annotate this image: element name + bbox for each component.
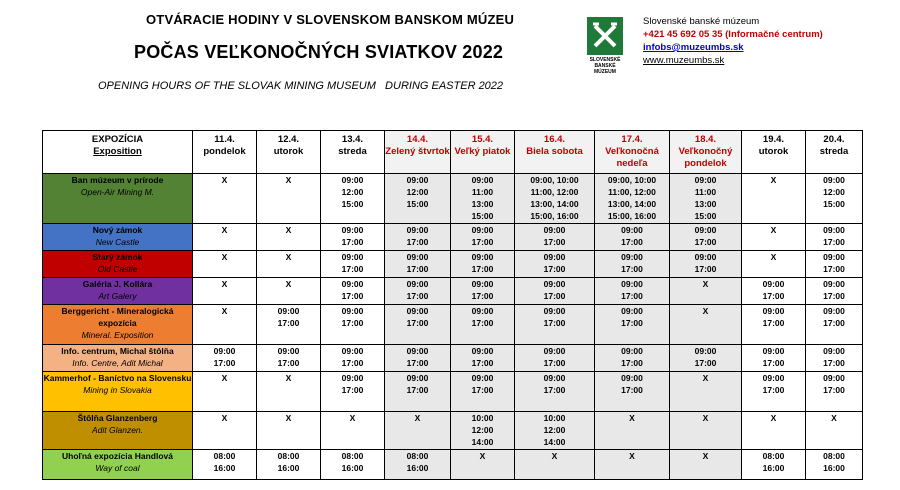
closed-mark: X xyxy=(285,373,292,383)
closed-mark: X xyxy=(702,279,709,289)
hours-cell xyxy=(321,278,385,305)
hours-value: 09:00, 10:00 11:00, 12:00 13:00, 14:00 15:00, 16:00 xyxy=(530,175,579,221)
closed-mark: X xyxy=(629,413,635,423)
hours-cell xyxy=(257,412,321,450)
hours-cell xyxy=(451,450,515,480)
hours-cell xyxy=(806,305,863,345)
hours-cell xyxy=(806,174,863,224)
hours-cell xyxy=(806,224,863,251)
closed-mark: X xyxy=(702,451,709,461)
exposition-name-sk: Nový zámok xyxy=(92,225,143,235)
hours-value: 09:00 17:00 xyxy=(621,346,643,368)
exposition-name-sk: Info. centrum, Michal štôlňa xyxy=(61,346,174,356)
hours-cell xyxy=(670,372,742,412)
hours-cell xyxy=(193,450,257,480)
hours-cell xyxy=(670,174,742,224)
table-row xyxy=(43,174,863,224)
opening-hours-table xyxy=(42,130,863,480)
exposition-name-cell xyxy=(43,372,193,412)
table-row xyxy=(43,450,863,480)
closed-mark: X xyxy=(221,306,228,316)
hours-value: 09:00 17:00 xyxy=(406,346,429,368)
hours-cell xyxy=(670,345,742,372)
hours-cell xyxy=(321,251,385,278)
hours-cell xyxy=(742,305,806,345)
hours-value: 09:00 17:00 xyxy=(471,252,494,274)
exposition-name-en: Way of coal xyxy=(95,463,140,473)
hours-cell xyxy=(670,412,742,450)
exposition-name-cell xyxy=(43,305,193,345)
column-day: Biela sobota xyxy=(526,146,583,157)
exposition-name-cell xyxy=(43,450,193,480)
closed-mark: X xyxy=(349,413,356,423)
hours-cell xyxy=(515,450,595,480)
column-header xyxy=(257,131,321,174)
hours-cell xyxy=(515,251,595,278)
hours-cell xyxy=(193,305,257,345)
contact-block xyxy=(643,15,823,67)
hours-value: 09:00 17:00 xyxy=(543,279,566,301)
column-date: 14.4. xyxy=(406,134,429,145)
hours-cell xyxy=(806,345,863,372)
hours-value: 09:00 17:00 xyxy=(621,306,643,328)
column-date: 11.4. xyxy=(214,134,235,145)
hours-value: 09:00 17:00 xyxy=(823,306,845,328)
hours-cell xyxy=(193,224,257,251)
hours-value: 09:00 17:00 xyxy=(621,225,643,247)
hours-cell xyxy=(670,305,742,345)
column-header xyxy=(193,131,257,174)
closed-mark: X xyxy=(221,373,228,383)
table-row xyxy=(43,412,863,450)
table-row xyxy=(43,224,863,251)
closed-mark: X xyxy=(770,175,777,185)
contact-email-link[interactable]: infobs@muzeumbs.sk xyxy=(643,42,744,53)
hours-value: 10:00 12:00 14:00 xyxy=(543,413,566,447)
hours-value: 09:00 17:00 xyxy=(341,306,364,328)
hours-cell xyxy=(451,251,515,278)
hours-value: 09:00 17:00 xyxy=(406,252,429,274)
closed-mark: X xyxy=(770,413,777,423)
closed-mark: X xyxy=(285,413,292,423)
hours-value: 09:00 17:00 xyxy=(762,306,785,328)
exposition-name-sk: Štôlňa Glanzenberg xyxy=(77,413,158,423)
hours-cell xyxy=(451,372,515,412)
hours-cell xyxy=(321,345,385,372)
hours-cell xyxy=(321,305,385,345)
column-date: 13.4. xyxy=(341,134,364,145)
hours-cell xyxy=(515,412,595,450)
hours-value: 08:00 16:00 xyxy=(277,451,300,473)
hours-cell xyxy=(742,174,806,224)
closed-mark: X xyxy=(285,225,292,235)
title-sk-line1: OTVÁRACIE HODINY V SLOVENSKOM BANSKOM MÚZEU xyxy=(146,12,515,27)
column-header xyxy=(451,131,515,174)
column-header xyxy=(515,131,595,174)
hours-cell xyxy=(193,174,257,224)
closed-mark: X xyxy=(285,279,292,289)
hours-value: 09:00 17:00 xyxy=(471,373,494,395)
hours-cell xyxy=(257,345,321,372)
hours-value: 09:00 17:00 xyxy=(762,346,785,368)
hours-value: 09:00 17:00 xyxy=(277,306,300,328)
hours-cell xyxy=(595,224,670,251)
hours-cell xyxy=(806,450,863,480)
title-sk-line2: POČAS VEĽKONOČNÝCH SVIATKOV 2022 xyxy=(134,42,504,62)
hours-cell xyxy=(257,278,321,305)
closed-mark: X xyxy=(770,252,777,262)
hours-cell xyxy=(257,305,321,345)
column-day: utorok xyxy=(758,146,789,157)
hours-cell xyxy=(385,278,451,305)
corner-label-en: Exposition xyxy=(93,146,142,157)
column-date: 17.4. xyxy=(621,134,643,145)
column-day: Veľký piatok xyxy=(454,146,511,157)
hours-cell xyxy=(742,278,806,305)
closed-mark: X xyxy=(702,413,709,423)
hours-value: 09:00 17:00 xyxy=(823,346,845,368)
hours-cell xyxy=(515,224,595,251)
hours-cell xyxy=(595,174,670,224)
hours-value: 09:00 17:00 xyxy=(341,252,364,274)
hours-cell xyxy=(595,450,670,480)
hours-cell xyxy=(595,278,670,305)
exposition-name-sk: Ban múzeum v prírode xyxy=(71,175,164,185)
hours-value: 09:00 17:00 xyxy=(621,252,643,274)
hours-cell xyxy=(257,251,321,278)
closed-mark: X xyxy=(221,175,228,185)
closed-mark: X xyxy=(414,413,421,423)
svg-text:SLOVENSKÉ: SLOVENSKÉ xyxy=(589,57,621,63)
hours-value: 08:00 16:00 xyxy=(213,451,236,473)
exposition-name-en: Old Castle xyxy=(97,264,138,274)
hours-cell xyxy=(515,345,595,372)
hours-cell xyxy=(385,412,451,450)
closed-mark: X xyxy=(285,252,292,262)
hours-cell xyxy=(742,224,806,251)
exposition-name-en: Art Galery xyxy=(98,291,137,301)
hours-cell xyxy=(321,174,385,224)
hours-cell xyxy=(515,174,595,224)
hours-value: 09:00 17:00 xyxy=(406,373,429,395)
table-row xyxy=(43,251,863,278)
column-date: 12.4. xyxy=(277,134,300,145)
column-header xyxy=(321,131,385,174)
hours-value: 09:00 17:00 xyxy=(406,306,429,328)
title-en: OPENING HOURS OF THE SLOVAK MINING MUSEUM DURING EASTER 2022 xyxy=(98,80,504,92)
column-day: pondelok xyxy=(203,146,246,157)
hours-value: 09:00 17:00 xyxy=(543,252,566,274)
table-row xyxy=(43,345,863,372)
hours-value: 09:00 17:00 xyxy=(823,252,845,274)
hours-value: 09:00 17:00 xyxy=(543,373,566,395)
exposition-name-cell xyxy=(43,224,193,251)
hours-value: 09:00 17:00 xyxy=(213,346,236,368)
column-day: streda xyxy=(819,146,849,157)
hours-cell xyxy=(193,251,257,278)
closed-mark: X xyxy=(831,413,837,423)
exposition-name-sk: Galéria J. Kollára xyxy=(82,279,153,289)
closed-mark: X xyxy=(702,306,709,316)
exposition-name-en: New Castle xyxy=(95,237,140,247)
hours-cell xyxy=(451,224,515,251)
hours-value: 09:00 17:00 xyxy=(762,373,785,395)
exposition-name-en: Mining in Slovakia xyxy=(83,385,152,395)
closed-mark: X xyxy=(551,451,558,461)
column-day: utorok xyxy=(273,146,304,157)
closed-mark: X xyxy=(221,413,228,423)
hours-value: 09:00 17:00 xyxy=(341,225,364,247)
exposition-name-cell xyxy=(43,412,193,450)
exposition-name-cell xyxy=(43,345,193,372)
hours-value: 09:00 17:00 xyxy=(823,373,845,395)
hours-cell xyxy=(321,372,385,412)
hours-cell xyxy=(670,224,742,251)
hours-cell xyxy=(806,372,863,412)
hours-value: 09:00 17:00 xyxy=(471,306,494,328)
closed-mark: X xyxy=(221,225,228,235)
hours-value: 10:00 12:00 14:00 xyxy=(471,413,494,447)
exposition-name-en: Adit Glanzen. xyxy=(91,425,144,435)
column-day: Veľkonočný pondelok xyxy=(678,146,733,169)
hours-value: 09:00 12:00 15:00 xyxy=(406,175,429,209)
contact-web-link[interactable]: www.muzeumbs.sk xyxy=(643,55,725,66)
table-row xyxy=(43,305,863,345)
column-day: streda xyxy=(338,146,367,157)
column-date: 18.4. xyxy=(694,134,717,145)
header-corner xyxy=(43,131,193,174)
column-day: Veľkonočná nedeľa xyxy=(605,146,659,169)
hours-value: 09:00 17:00 xyxy=(341,373,364,395)
hours-value: 09:00 17:00 xyxy=(694,225,717,247)
hours-cell xyxy=(257,224,321,251)
column-date: 20.4. xyxy=(823,134,845,145)
hours-cell xyxy=(321,224,385,251)
hours-cell xyxy=(385,372,451,412)
hours-cell xyxy=(193,278,257,305)
hours-cell xyxy=(742,412,806,450)
hours-cell xyxy=(742,450,806,480)
hours-cell xyxy=(595,305,670,345)
hours-value: 09:00 17:00 xyxy=(341,279,364,301)
hours-cell xyxy=(321,450,385,480)
hours-cell xyxy=(451,412,515,450)
hours-value: 09:00, 10:00 11:00, 12:00 13:00, 14:00 15:00, 16:00 xyxy=(607,175,657,221)
hours-cell xyxy=(385,224,451,251)
column-header xyxy=(806,131,863,174)
closed-mark: X xyxy=(479,451,486,461)
exposition-name-en: Open-Air Mining M. xyxy=(80,187,155,197)
column-header xyxy=(595,131,670,174)
hours-cell xyxy=(670,450,742,480)
column-header xyxy=(670,131,742,174)
column-date: 15.4. xyxy=(471,134,494,145)
closed-mark: X xyxy=(221,279,228,289)
hours-cell xyxy=(451,278,515,305)
hours-value: 08:00 16:00 xyxy=(406,451,429,473)
hours-value: 09:00 11:00 13:00 15:00 xyxy=(471,175,494,221)
exposition-name-sk: Starý zámok xyxy=(92,252,143,262)
hours-cell xyxy=(385,251,451,278)
exposition-name-cell xyxy=(43,251,193,278)
hours-value: 09:00 12:00 15:00 xyxy=(823,175,845,209)
exposition-name-sk: Berggericht - Mineralogická expozícia xyxy=(61,306,174,328)
hours-cell xyxy=(742,372,806,412)
hours-cell xyxy=(742,345,806,372)
hours-cell xyxy=(515,305,595,345)
closed-mark: X xyxy=(770,225,777,235)
hours-cell xyxy=(595,372,670,412)
hours-cell xyxy=(385,450,451,480)
hours-cell xyxy=(515,278,595,305)
hours-cell xyxy=(193,345,257,372)
hours-value: 09:00 11:00 13:00 15:00 xyxy=(694,175,717,221)
table-row xyxy=(43,372,863,412)
hours-cell xyxy=(515,372,595,412)
column-header xyxy=(385,131,451,174)
hours-cell xyxy=(595,345,670,372)
closed-mark: X xyxy=(221,252,228,262)
hours-value: 08:00 16:00 xyxy=(823,451,845,473)
contact-name: Slovenské banské múzeum xyxy=(643,16,760,27)
hours-cell xyxy=(742,251,806,278)
hours-cell xyxy=(451,174,515,224)
museum-logo xyxy=(585,16,625,74)
hours-value: 09:00 17:00 xyxy=(621,373,643,395)
table-row xyxy=(43,278,863,305)
exposition-name-en: Info. Centre, Adit Michal xyxy=(72,358,163,368)
hours-cell xyxy=(451,345,515,372)
hours-value: 09:00 17:00 xyxy=(823,225,845,247)
closed-mark: X xyxy=(702,373,709,383)
corner-label-sk: EXPOZÍCIA xyxy=(91,134,144,145)
hours-cell xyxy=(670,251,742,278)
column-date: 16.4. xyxy=(543,134,566,145)
column-header xyxy=(742,131,806,174)
hours-value: 09:00 17:00 xyxy=(471,346,494,368)
hours-value: 08:00 16:00 xyxy=(762,451,785,473)
hours-cell xyxy=(257,450,321,480)
exposition-name-en: Mineral. Exposition xyxy=(81,330,154,340)
hours-cell xyxy=(385,305,451,345)
hours-value: 09:00 17:00 xyxy=(471,279,494,301)
hours-value: 09:00 17:00 xyxy=(406,279,429,301)
column-date: 19.4. xyxy=(762,134,785,145)
hours-value: 09:00 17:00 xyxy=(621,279,643,301)
exposition-name-cell xyxy=(43,278,193,305)
hours-cell xyxy=(193,412,257,450)
hours-value: 09:00 17:00 xyxy=(762,279,785,301)
hours-value: 09:00 17:00 xyxy=(694,346,717,368)
hours-cell xyxy=(670,278,742,305)
hours-cell xyxy=(806,251,863,278)
hours-value: 09:00 17:00 xyxy=(823,279,845,301)
hours-value: 09:00 17:00 xyxy=(543,306,566,328)
hours-value: 09:00 17:00 xyxy=(406,225,429,247)
hours-cell xyxy=(451,305,515,345)
hours-value: 09:00 17:00 xyxy=(341,346,364,368)
svg-text:BANSKÉ: BANSKÉ xyxy=(594,63,616,69)
hours-cell xyxy=(385,174,451,224)
svg-text:MÚZEUM: MÚZEUM xyxy=(594,69,616,74)
hours-value: 09:00 17:00 xyxy=(543,225,566,247)
contact-phone: +421 45 692 05 35 (Informačné centrum) xyxy=(643,29,823,40)
hours-value: 09:00 12:00 15:00 xyxy=(341,175,364,209)
hours-cell xyxy=(385,345,451,372)
closed-mark: X xyxy=(629,451,635,461)
hours-value: 08:00 16:00 xyxy=(341,451,364,473)
exposition-name-sk: Uhoľná expozícia Handlová xyxy=(62,451,173,461)
column-day: Zelený štvrtok xyxy=(385,146,450,157)
exposition-name-cell xyxy=(43,174,193,224)
hours-value: 09:00 17:00 xyxy=(543,346,566,368)
closed-mark: X xyxy=(285,175,292,185)
hours-cell xyxy=(595,251,670,278)
hours-cell xyxy=(321,412,385,450)
exposition-name-sk: Kammerhof - Baníctvo na Slovensku xyxy=(43,373,192,383)
hours-cell xyxy=(257,174,321,224)
hours-value: 09:00 17:00 xyxy=(277,346,300,368)
hours-cell xyxy=(193,372,257,412)
hours-cell xyxy=(806,412,863,450)
hours-value: 09:00 17:00 xyxy=(471,225,494,247)
hours-cell xyxy=(257,372,321,412)
hours-cell xyxy=(595,412,670,450)
hours-cell xyxy=(806,278,863,305)
hours-value: 09:00 17:00 xyxy=(694,252,717,274)
